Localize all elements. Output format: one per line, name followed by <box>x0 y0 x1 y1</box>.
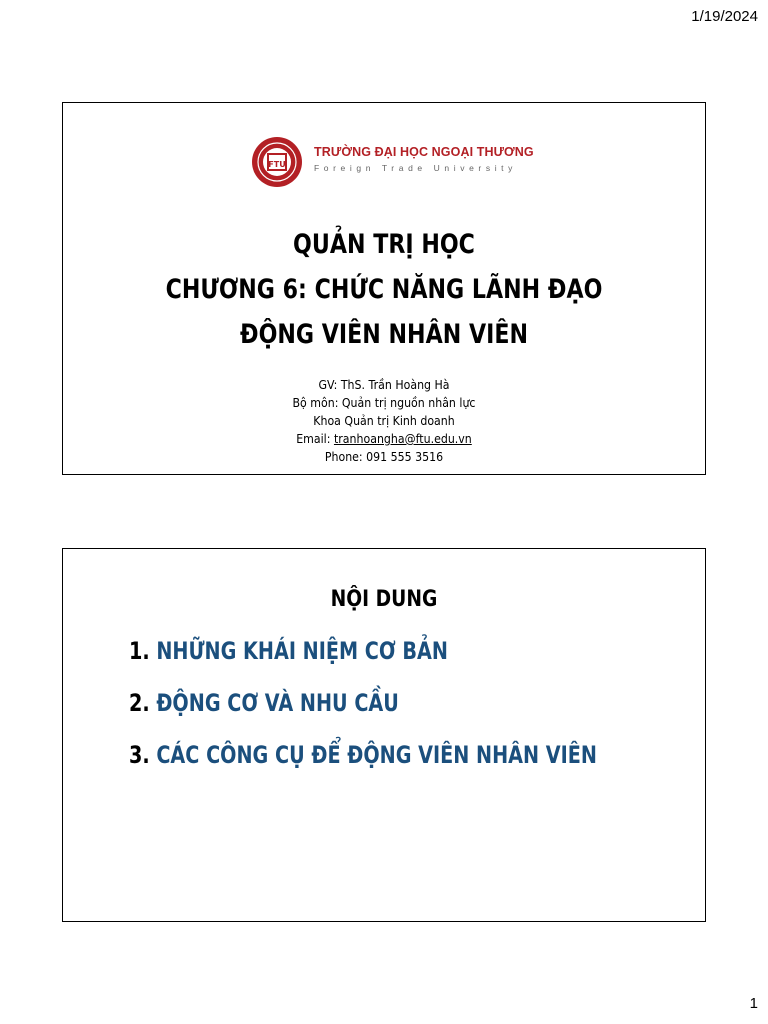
contents-heading: NỘI DUNG <box>330 587 438 612</box>
lecturer-info <box>102 376 667 466</box>
title-line-topic: ĐỘNG VIÊN NHÂN VIÊN <box>240 319 528 350</box>
page-number: 1 <box>749 995 758 1012</box>
agenda-number: 3. <box>129 741 157 769</box>
title-line-course: QUẢN TRỊ HỌC <box>293 229 475 260</box>
agenda-item <box>129 637 597 689</box>
slide-title <box>121 222 647 357</box>
university-logo <box>251 136 551 191</box>
department: Bộ môn: Quản trị nguồn nhân lực <box>292 395 476 410</box>
email-link[interactable]: tranhoangha@ftu.edu.vn <box>333 431 472 446</box>
agenda-text: NHỮNG KHÁI NIỆM CƠ BẢN <box>156 637 448 665</box>
phone: Phone: 091 555 3516 <box>324 449 444 464</box>
university-name: TRƯỜNG ĐẠI HỌC NGOẠI THƯƠNG <box>314 145 534 159</box>
university-seal-icon <box>251 136 303 188</box>
email-line <box>102 430 667 448</box>
seal-text: FTU <box>268 160 286 169</box>
agenda-text: CÁC CÔNG CỤ ĐỂ ĐỘNG VIÊN NHÂN VIÊN <box>156 741 597 769</box>
agenda-list <box>129 637 597 793</box>
agenda-item <box>129 741 597 793</box>
agenda-number: 1. <box>129 637 157 665</box>
title-line-chapter: CHƯƠNG 6: CHỨC NĂNG LÃNH ĐẠO <box>165 274 603 305</box>
agenda-item <box>129 689 597 741</box>
email-label: Email: <box>296 431 334 446</box>
university-name-english: Foreign Trade University <box>314 163 517 173</box>
agenda-text: ĐỘNG CƠ VÀ NHU CẦU <box>156 689 399 717</box>
agenda-number: 2. <box>129 689 157 717</box>
title-slide <box>62 102 706 475</box>
lecturer-name: GV: ThS. Trần Hoàng Hà <box>318 377 450 392</box>
contents-slide <box>62 548 706 922</box>
page-date: 1/19/2024 <box>691 8 758 25</box>
faculty: Khoa Quản trị Kinh doanh <box>313 413 455 428</box>
